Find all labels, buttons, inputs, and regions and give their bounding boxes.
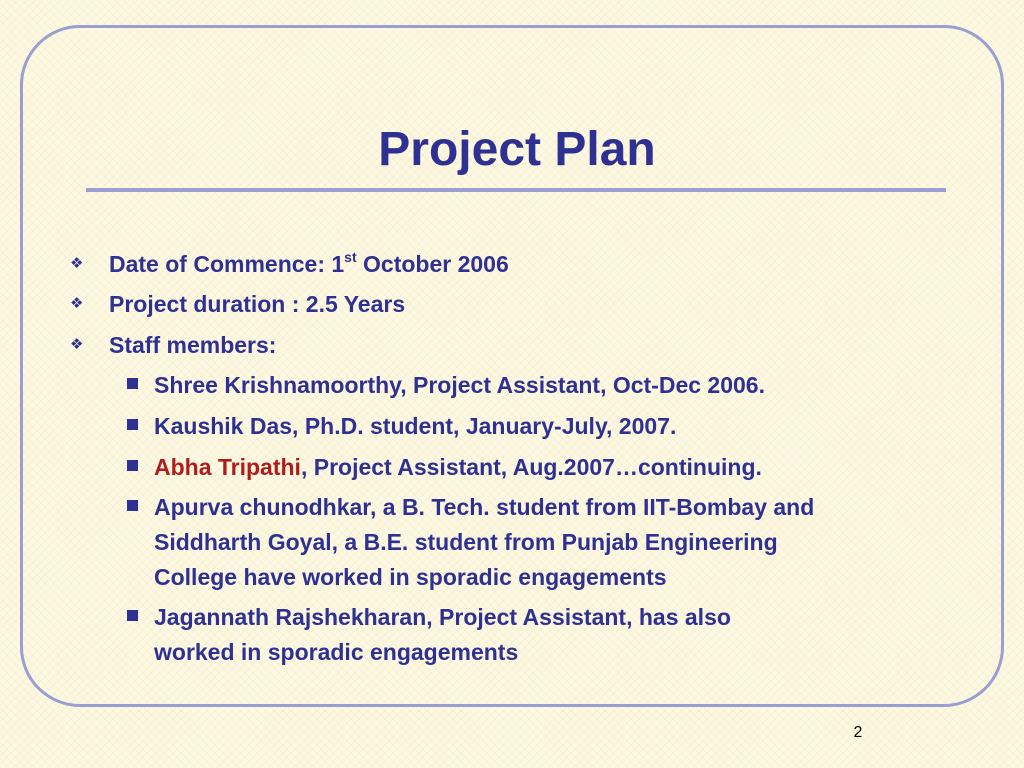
square-bullet-icon xyxy=(127,500,138,511)
diamond-bullet-icon: ❖ xyxy=(70,255,84,272)
bullet-text: Date of Commence: 1st October 2006 xyxy=(109,249,509,277)
slide-title: Project Plan xyxy=(378,123,656,176)
highlighted-name: Abha Tripathi xyxy=(154,454,301,480)
staff-line: Kaushik Das, Ph.D. student, January-July, 2007. xyxy=(154,413,677,439)
square-bullet-icon xyxy=(127,419,138,430)
staff-line: College have worked in sporadic engagements xyxy=(154,564,667,590)
diamond-bullet-icon: ❖ xyxy=(70,295,84,312)
square-bullet-icon xyxy=(127,460,138,471)
square-bullet-icon xyxy=(127,378,138,389)
diamond-bullet-icon: ❖ xyxy=(70,336,84,353)
title-divider xyxy=(86,188,946,192)
page-number: 2 xyxy=(853,724,863,741)
staff-line: Abha Tripathi, Project Assistant, Aug.2007…continuing. xyxy=(154,454,762,480)
staff-line: worked in sporadic engagements xyxy=(154,639,519,665)
staff-line: Apurva chunodhkar, a B. Tech. student from IIT-Bombay and xyxy=(154,494,815,520)
staff-line: Jagannath Rajshekharan, Project Assistant, has also xyxy=(154,604,731,630)
staff-line: Siddharth Goyal, a B.E. student from Punjab Engineering xyxy=(154,529,778,555)
bullet-text: Project duration : 2.5 Years xyxy=(109,291,406,317)
staff-line: Shree Krishnamoorthy, Project Assistant, Oct-Dec 2006. xyxy=(154,372,765,398)
bullet-text: Staff members: xyxy=(109,332,277,358)
square-bullet-icon xyxy=(127,610,138,621)
